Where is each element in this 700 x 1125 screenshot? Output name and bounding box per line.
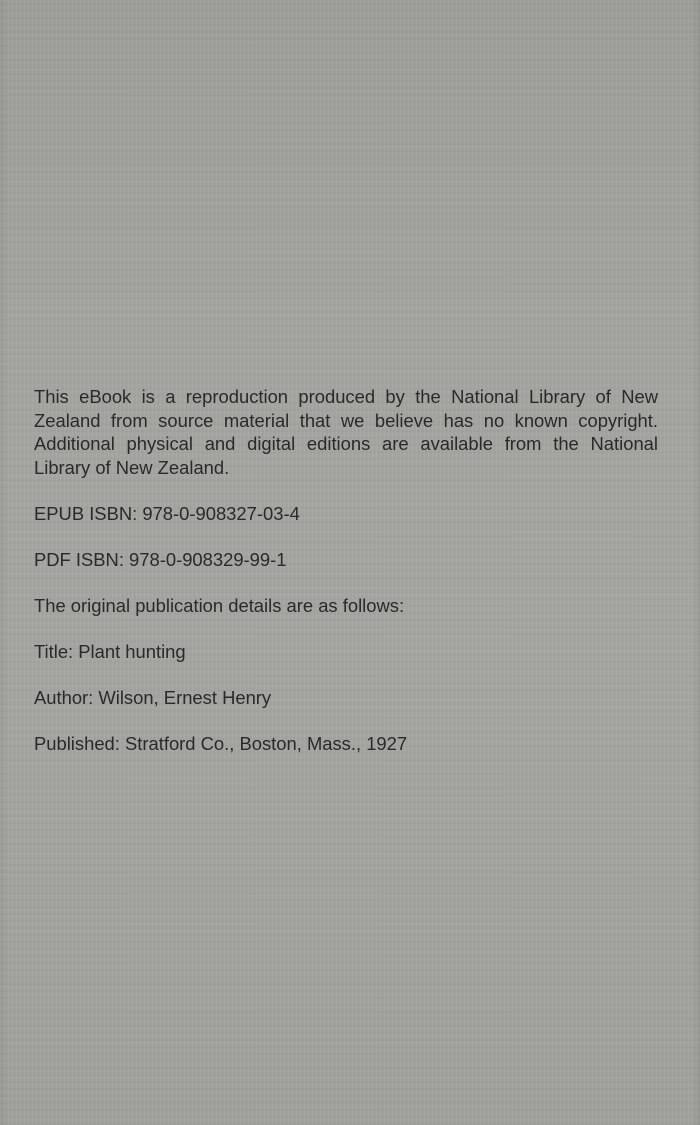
- epub-isbn: EPUB ISBN: 978-0-908327-03-4: [34, 503, 300, 524]
- copyright-block: [34, 385, 658, 779]
- book-title: Title: Plant hunting: [34, 641, 186, 662]
- original-details-heading: The original publication details are as follows:: [34, 595, 405, 616]
- reproduction-notice: This eBook is a reproduction produced by the National Library of New Zealand from source material that we believe has no known copyright. Additional physical and digital editions are available from the National Library of New Zealand.: [34, 386, 658, 478]
- book-author: Author: Wilson, Ernest Henry: [34, 687, 272, 708]
- publication-info: Published: Stratford Co., Boston, Mass., 1927: [34, 733, 408, 754]
- page-edge-shade-left: [0, 0, 8, 1125]
- pdf-isbn: PDF ISBN: 978-0-908329-99-1: [34, 549, 287, 570]
- page-edge-shade-right: [692, 0, 700, 1125]
